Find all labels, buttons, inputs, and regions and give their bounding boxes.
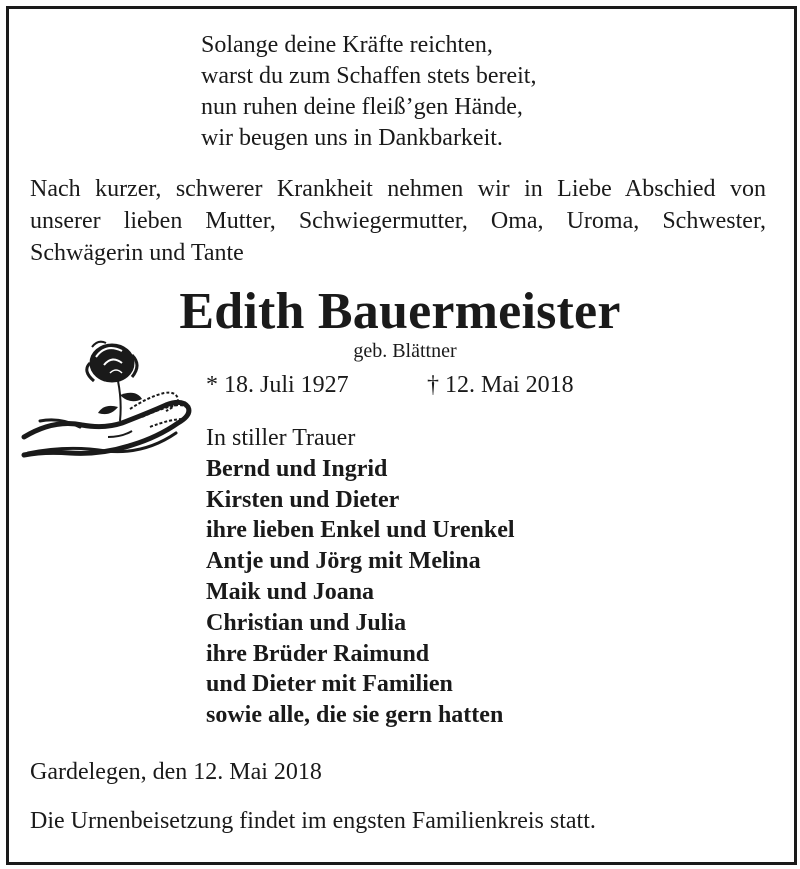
- mourner-line: sowie alle, die sie gern hatten: [206, 702, 504, 729]
- poem-line: wir beugen uns in Dankbarkeit.: [201, 125, 503, 151]
- death-date: † 12. Mai 2018: [427, 372, 574, 398]
- mourner-line: Antje und Jörg mit Melina: [206, 548, 481, 575]
- deceased-name: Edith Bauermeister: [179, 283, 621, 340]
- mourner-line: Bernd und Ingrid: [206, 455, 388, 482]
- poem-line: Solange deine Kräfte reichten,: [201, 32, 493, 58]
- poem: [201, 30, 621, 154]
- intro-text: Nach kurzer, schwerer Krankheit nehmen wir in Liebe Abschied von unserer lieben Mutter, Schwiegermutter, Oma, Uroma, Schwester, Schwägerin und Tante: [30, 176, 766, 266]
- maiden-name: geb. Blättner: [353, 340, 457, 362]
- mourner-line: Maik und Joana: [206, 578, 375, 605]
- mourner-line: Christian und Julia: [206, 609, 407, 636]
- mourners-block: [206, 423, 515, 731]
- rose-in-hands-icon: [20, 335, 200, 470]
- burial-note: Die Urnenbeisetzung findet im engsten Familienkreis statt.: [30, 808, 596, 834]
- mourning-heading: In stiller Trauer: [206, 425, 356, 451]
- birth-date: * 18. Juli 1927: [206, 372, 349, 398]
- mourner-line: ihre Brüder Raimund: [206, 640, 430, 667]
- place-and-date: Gardelegen, den 12. Mai 2018: [30, 759, 322, 785]
- mourner-line: ihre lieben Enkel und Urenkel: [206, 517, 515, 544]
- poem-line: warst du zum Schaffen stets bereit,: [201, 63, 537, 89]
- mourner-line: und Dieter mit Familien: [206, 671, 453, 698]
- mourner-line: Kirsten und Dieter: [206, 486, 400, 513]
- poem-line: nun ruhen deine fleiß’gen Hände,: [201, 94, 523, 120]
- life-dates: [206, 370, 574, 400]
